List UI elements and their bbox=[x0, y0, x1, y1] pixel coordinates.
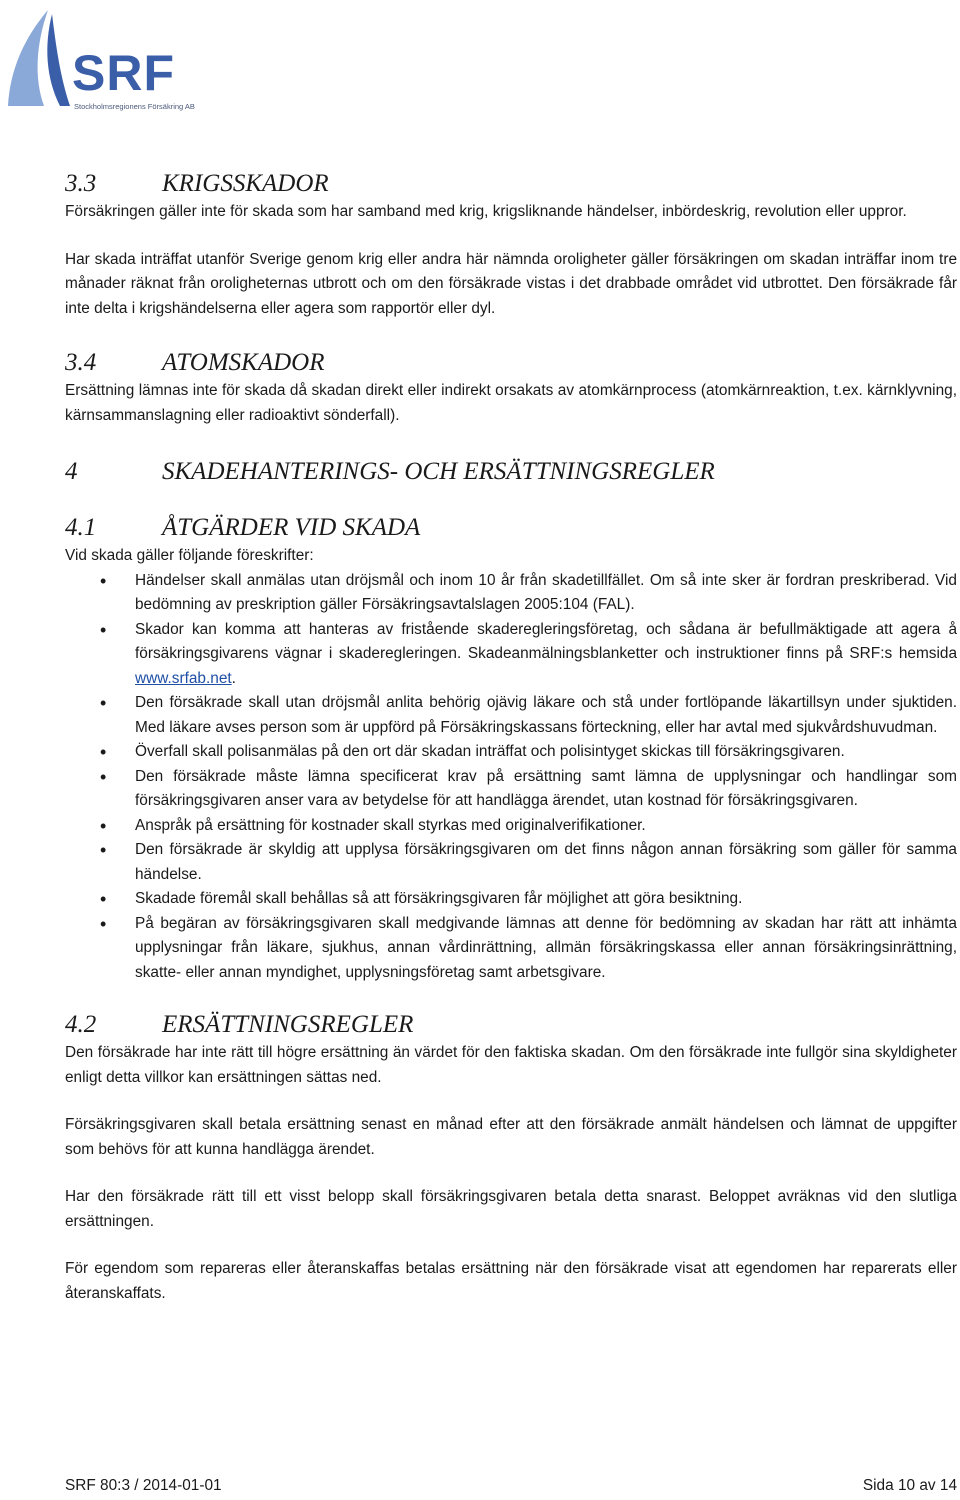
list-item: • Den försäkrade måste lämna specificerat krav på ersättning samt lämna de upplysningar och handlingar som försäkringsgivaren anser vara av betydelse för att handlägga ärendet, utan kostnad för försäkringsgivaren. bbox=[65, 765, 957, 814]
section-number: 4 bbox=[65, 458, 78, 485]
list-item: • Överfall skall polisanmälas på den ort där skadan inträffat och polisintyget skickas till försäkringsgivaren. bbox=[65, 740, 957, 765]
heading-4 bbox=[65, 456, 957, 488]
logo-brand: SRF bbox=[72, 45, 175, 101]
page-footer bbox=[65, 1474, 957, 1498]
list-item: • Händelser skall anmälas utan dröjsmål och inom 10 år från skadetillfället. Om så inte sker är fordran preskriberad. Vid bedömning av preskription gäller Försäkringsavtalslagen 2005:104 (FAL). bbox=[65, 569, 957, 618]
heading-3-4 bbox=[65, 347, 957, 379]
section-number: 4.2 bbox=[65, 1011, 97, 1038]
list-item: • Den försäkrade är skyldig att upplysa försäkringsgivaren om det finns någon annan försäkring som gäller för samma händelse. bbox=[65, 838, 957, 887]
list-item: • Anspråk på ersättning för kostnader skall styrkas med originalverifikationer. bbox=[65, 814, 957, 839]
footer-doc-id: SRF 80:3 / 2014-01-01 bbox=[65, 1477, 222, 1494]
section-title: ÅTGÄRDER VID SKADA bbox=[162, 514, 421, 541]
list-item: • På begäran av försäkringsgivaren skall medgivande lämnas att denne för bedömning av skadan har rätt att inhämta upplysningar från läkare, sjukhus, annan vårdinrättning, allmän försäkringskassa eller annan försäkringsinrättning, skatte- eller annan myndighet, upplysningsföretag samt arbetsgivare. bbox=[65, 912, 957, 986]
document-body bbox=[65, 168, 957, 1306]
rules-list bbox=[65, 569, 957, 986]
paragraph: Har den försäkrade rätt till ett visst belopp skall försäkringsgivaren betala detta snarast. Beloppet avräknas vid den slutliga ersättningen. bbox=[65, 1188, 957, 1230]
heading-4-2 bbox=[65, 1009, 957, 1041]
paragraph: Har skada inträffat utanför Sverige genom krig eller andra här nämnda oroligheter gäller försäkringen om skadan inträffar inom tre månader räknat från oroligheternas utbrott och om den försäkrade vistas i det drabbade området vid utbrottet. Den försäkrade får inte delta i krigshändelserna eller agera som rapportör eller dyl. bbox=[65, 250, 957, 317]
section-title: SKADEHANTERINGS- OCH ERSÄTTNINGSREGLER bbox=[162, 458, 715, 485]
paragraph: Försäkringsgivaren skall betala ersättning senast en månad efter att den försäkrade anmält händelsen och lämnat de uppgifter som behövs för att kunna handlägga ärendet. bbox=[65, 1116, 957, 1158]
section-number: 3.3 bbox=[65, 170, 97, 197]
website-link[interactable]: www.srfab.net bbox=[135, 669, 232, 687]
section-title: KRIGSSKADOR bbox=[162, 170, 329, 197]
section-number: 4.1 bbox=[65, 514, 97, 541]
section-title: ERSÄTTNINGSREGLER bbox=[162, 1011, 414, 1038]
paragraph: Ersättning lämnas inte för skada då skadan direkt eller indirekt orsakats av atomkärnprocess (atomkärnreaktion, t.ex. kärnklyvning, kärnsammanslagning eller radioaktivt sönderfall). bbox=[65, 382, 957, 424]
logo-subtitle: Stockholmsregionens Försäkring AB bbox=[74, 102, 195, 111]
list-item bbox=[65, 618, 957, 692]
paragraph: Försäkringen gäller inte för skada som har samband med krig, krigsliknande händelser, inbördeskrig, revolution eller uppror. bbox=[65, 203, 907, 220]
section-number: 3.4 bbox=[65, 349, 97, 376]
paragraph: För egendom som repareras eller återanskaffas betalas ersättning när den försäkrade visat att egendomen har reparerats eller återanskaffats. bbox=[65, 1260, 957, 1302]
heading-4-1 bbox=[65, 512, 957, 544]
paragraph: Vid skada gäller följande föreskrifter: bbox=[65, 547, 314, 564]
heading-3-3 bbox=[65, 168, 957, 200]
footer-page-number: Sida 10 av 14 bbox=[862, 1477, 957, 1494]
list-item-suffix: . bbox=[231, 669, 236, 687]
list-item: • Skadade föremål skall behållas så att försäkringsgivaren får möjlighet att göra besiktning. bbox=[65, 887, 957, 912]
list-item-text: Skador kan komma att hanteras av fristående skaderegleringsföretag, och sådana är befullmäktigade att agera å försäkringsgivarens vägnar i skaderegleringen. Skadeanmälningsblanketter och instruktioner finns på SRF:s hemsida bbox=[135, 620, 957, 662]
section-title: ATOMSKADOR bbox=[162, 349, 325, 376]
list-item: • Den försäkrade skall utan dröjsmål anlita behörig ojävig läkare och stå under fortlöpande läkartillsyn under sjuktiden. Med läkare avses person som är uppförd på Försäkringskassans förteckning, eller har avtal med sjukvårdshuvudman. bbox=[65, 691, 957, 740]
paragraph: Den försäkrade har inte rätt till högre ersättning än värdet för den faktiska skadan. Om den försäkrade inte fullgör sina skyldigheter enligt detta villkor kan ersättningen sättas ned. bbox=[65, 1044, 957, 1086]
srf-logo bbox=[4, 8, 204, 112]
